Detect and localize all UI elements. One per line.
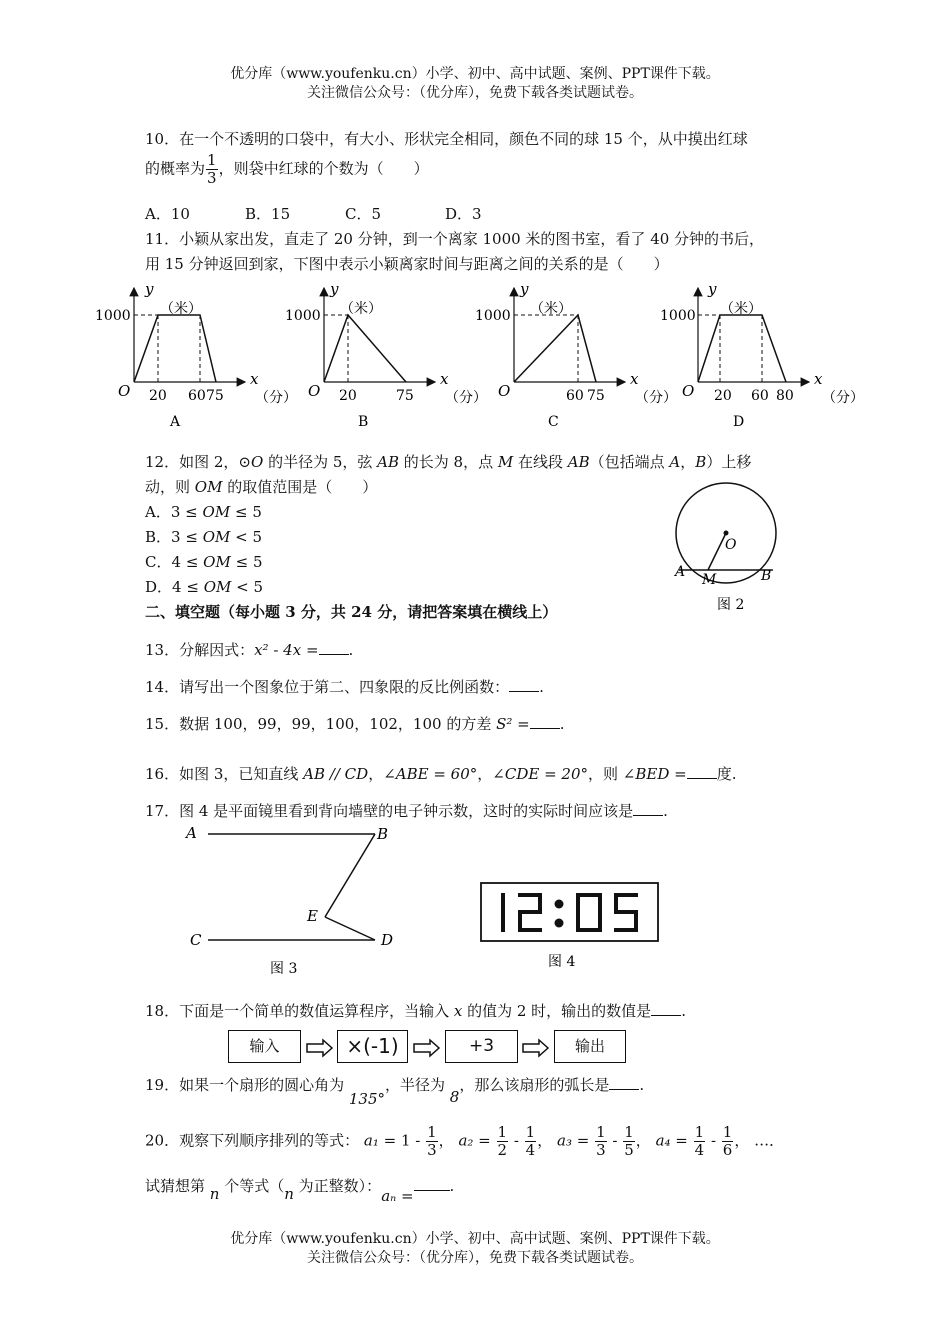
graph-a-unit-x: （分） — [255, 390, 297, 406]
q20-line1: 20．观察下列顺序排列的等式： a₁ = 1 - $\frac{1}{3}$ ， a₂ = $\frac{1}{2}$ - $\frac{1}{4}$ ， a₃ = $\frac{1}{3}$ - $\frac{1}{5}$ ， a₄ = $\frac{1}{4}$ - $\frac{1}{6}$ ， …． — [145, 1123, 785, 1159]
q20-answer-blank — [414, 1176, 450, 1191]
q10-option-d: D．3 — [445, 205, 482, 223]
flow-input-box: 输入 — [228, 1030, 301, 1063]
q10-fraction: $\frac{1}{3}$ — [207, 151, 217, 187]
q17: 17．图 4 是平面镜里看到背向墙壁的电子钟示数，这时的实际时间应该是 . — [145, 802, 668, 820]
q10-option-a: A．10 — [145, 205, 190, 223]
graph-c-unit-x: （分） — [635, 390, 677, 406]
graph-a-unit-y: （米） — [160, 301, 202, 317]
fig2-label-o: O — [725, 537, 737, 553]
graph-b-origin: O — [308, 382, 321, 400]
q12-line2: 动，则 OM 的取值范围是（ ） — [145, 478, 378, 496]
q11-line1: 11．小颖从家出发，直走了 20 分钟，到一个离家 1000 米的图书室，看了 40 分钟的书后， — [145, 230, 765, 248]
graph-d-y-tick: 1000 — [660, 308, 696, 324]
flow-arrow-3 — [521, 1038, 551, 1058]
q16: 16．如图 3，已知直线 AB // CD，∠ABE = 60°，∠CDE = 20°，则 ∠BED = 度. — [145, 765, 737, 783]
graph-c-tick-2: 75 — [587, 388, 605, 404]
graph-d-x: x — [814, 370, 823, 388]
fig3-label-e: E — [307, 907, 318, 925]
q12-option-a: A．3 ≤ OM ≤ 5 — [145, 503, 262, 521]
graph-c-unit-y: （米） — [530, 301, 572, 317]
graph-d-tick-1: 20 — [714, 388, 732, 404]
graph-b-tick-2: 75 — [396, 388, 414, 404]
q20-line2: 试猜想第 n 个等式（n 为正整数）：aₙ =. — [145, 1177, 455, 1205]
q12-option-d: D．4 ≤ OM < 5 — [145, 578, 264, 596]
graph-c-tick-1: 60 — [566, 388, 584, 404]
footer-line-1: 优分库（www.youfenku.cn）小学、初中、高中试题、案例、PPT课件下载。 — [230, 1231, 720, 1247]
q11-graphs — [90, 280, 870, 430]
graph-d-tick-2: 60 — [751, 388, 769, 404]
q16-answer-blank — [687, 764, 717, 779]
fig4-caption: 图 4 — [548, 954, 576, 970]
graph-c-y-tick: 1000 — [475, 308, 511, 324]
graph-a-y: y — [145, 280, 154, 298]
fig3-caption: 图 3 — [270, 961, 298, 977]
graph-a-label: A — [170, 414, 181, 430]
q12-option-c: C．4 ≤ OM ≤ 5 — [145, 553, 263, 571]
flow-output-box: 输出 — [554, 1030, 626, 1063]
graph-c-label: C — [548, 414, 559, 430]
q14-answer-blank — [509, 677, 539, 692]
q13: 13．分解因式：x² - 4x = . — [145, 641, 354, 659]
graph-b-unit-x: （分） — [445, 390, 487, 406]
graph-a-x: x — [250, 370, 259, 388]
fig2-label-a: A — [675, 564, 686, 580]
q10-line2: 的概率为 $\frac{1}{3}$ ，则袋中红球的个数为（ ） — [145, 151, 429, 187]
graph-b-tick-1: 20 — [339, 388, 357, 404]
graph-d-label: D — [733, 414, 745, 430]
graph-a-origin: O — [118, 382, 131, 400]
q15-answer-blank — [530, 714, 560, 729]
flow-add-box: +3 — [445, 1030, 518, 1063]
section-2-title: 二、填空题（每小题 3 分，共 24 分，请把答案填在横线上） — [145, 603, 558, 621]
q14: 14．请写出一个图象位于第二、四象限的反比例函数： . — [145, 678, 544, 696]
figure-3 — [180, 822, 410, 982]
fig3-label-d: D — [381, 931, 394, 949]
q17-answer-blank — [633, 801, 663, 816]
graph-d-unit-y: （米） — [720, 301, 762, 317]
q11-line2: 用 15 分钟返回到家，下图中表示小颖离家时间与距离之间的关系的是（ ） — [145, 255, 669, 273]
fig3-label-b: B — [377, 825, 389, 843]
fig3-label-c: C — [190, 931, 202, 949]
graph-d-tick-3: 80 — [776, 388, 794, 404]
q12-option-b: B．3 ≤ OM < 5 — [145, 528, 263, 546]
q18: 18．下面是一个简单的数值运算程序，当输入 x 的值为 2 时，输出的数值是 . — [145, 1002, 686, 1020]
graph-b-y: y — [330, 280, 339, 298]
q18-answer-blank — [651, 1001, 681, 1016]
figure-4 — [478, 880, 663, 975]
q13-answer-blank — [319, 640, 349, 655]
flow-arrow-2 — [412, 1038, 442, 1058]
fig2-label-m: M — [702, 572, 717, 588]
fig3-label-a: A — [186, 824, 197, 842]
graph-a-y-tick: 1000 — [95, 308, 131, 324]
q10-option-b: B．15 — [245, 205, 291, 223]
fig2-caption: 图 2 — [717, 597, 745, 613]
footer-line-2: 关注微信公众号：（优分库），免费下载各类试题试卷。 — [307, 1250, 643, 1266]
graph-b-x: x — [440, 370, 449, 388]
q19-answer-blank — [609, 1075, 639, 1090]
graph-b-unit-y: （米） — [340, 301, 382, 317]
graph-b-y-tick: 1000 — [285, 308, 321, 324]
graph-d-origin: O — [682, 382, 695, 400]
graph-a-tick-1: 20 — [149, 388, 167, 404]
clock-digits — [503, 895, 636, 930]
graph-d-y: y — [708, 280, 717, 298]
header-line-1: 优分库（www.youfenku.cn）小学、初中、高中试题、案例、PPT课件下载。 — [230, 66, 720, 82]
q10-line1: 10．在一个不透明的口袋中，有大小、形状完全相同，颜色不同的球 15 个，从中摸出红球 — [145, 130, 748, 148]
graph-a-tick-2: 60 — [188, 388, 206, 404]
graph-b-label: B — [358, 414, 369, 430]
q15: 15．数据 100，99，99，100，102，100 的方差 S² = . — [145, 715, 565, 733]
flow-arrow-1 — [305, 1038, 335, 1058]
header-line-2: 关注微信公众号：（优分库），免费下载各类试题试卷。 — [307, 85, 643, 101]
fig2-label-b: B — [761, 568, 772, 584]
graph-c-x: x — [630, 370, 639, 388]
q12-line1: 12．如图 2，⊙O 的半径为 5，弦 AB 的长为 8，点 M 在线段 AB（包括端点 A，B）上移 — [145, 453, 752, 471]
q19: 19．如果一个扇形的圆心角为 135°，半径为 8，那么该扇形的弧长是 . — [145, 1076, 645, 1108]
graph-d-unit-x: （分） — [822, 390, 864, 406]
figure-2 — [665, 478, 790, 618]
q10-option-c: C．5 — [345, 205, 382, 223]
graph-c-y: y — [520, 280, 529, 298]
graph-c-origin: O — [498, 382, 511, 400]
flow-multiply-box: ×(-1) — [337, 1030, 408, 1063]
graph-a-tick-3: 75 — [206, 388, 224, 404]
